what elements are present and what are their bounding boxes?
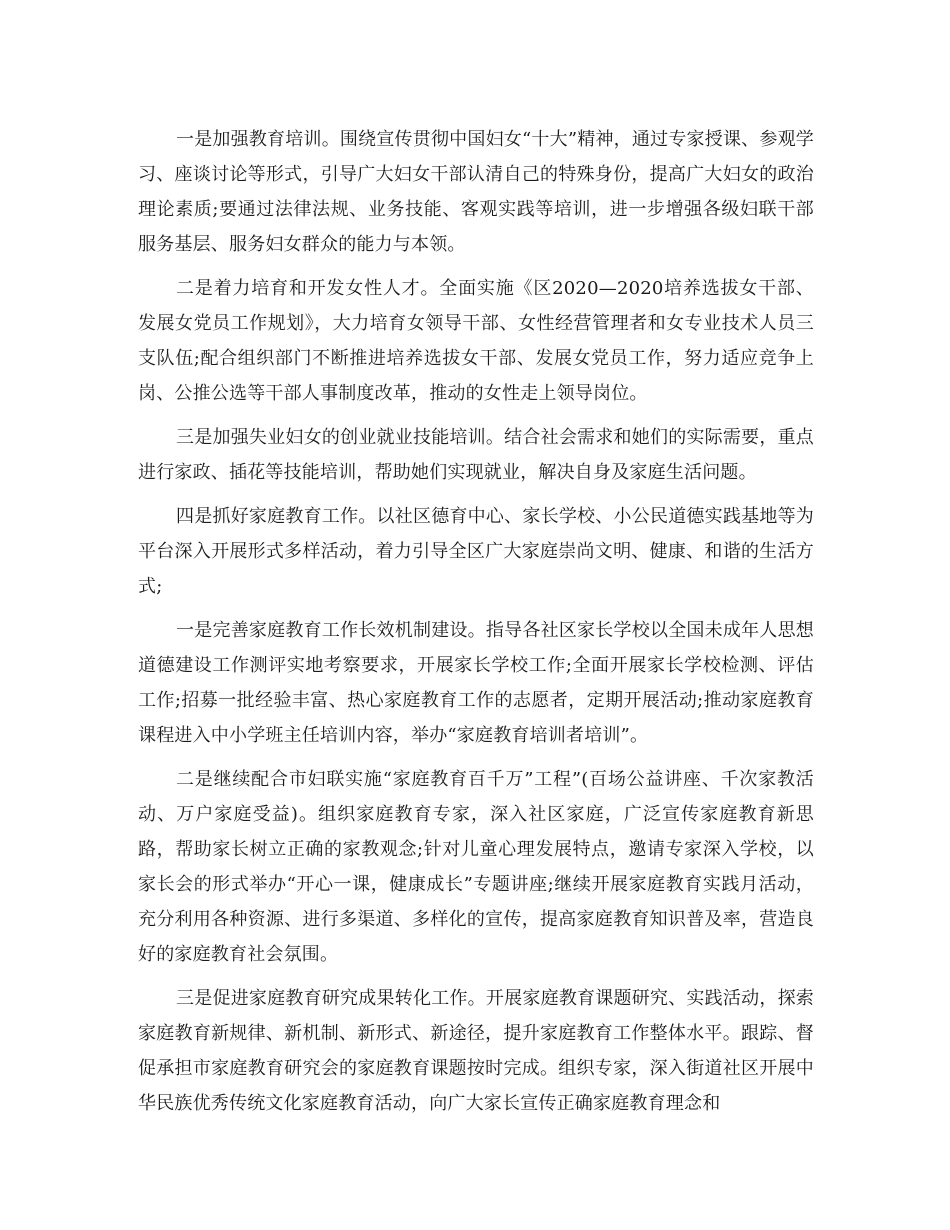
paragraph-2: 二是着力培育和开发女性人才。全面实施《区2020—2020培养选拔女干部、发展女党员工作规划》，大力培育女领导干部、女性经营管理者和女专业技术人员三支队伍;配合组织部门不断推进培养选拔女干部、发展女党员工作，努力适应竞争上岗、公推公选等干部人事制度改革，推动的女性走上领导岗位。	[138, 278, 814, 404]
paragraph-7: 三是促进家庭教育研究成果转化工作。开展家庭教育课题研究、实践活动，探索家庭教育新规律、新机制、新形式、新途径，提升家庭教育工作整体水平。跟踪、督促承担市家庭教育研究会的家庭教育课题按时完成。组织专家，深入街道社区开展中华民族优秀传统文化家庭教育活动，向广大家长宣传正确家庭教育理念和	[138, 988, 814, 1114]
paragraph-4: 四是抓好家庭教育工作。以社区德育中心、家长学校、小公民道德实践基地等为平台深入开展形式多样活动，着力引导全区广大家庭崇尚文明、健康、和谐的生活方式;	[138, 506, 814, 597]
paragraph-5: 一是完善家庭教育工作长效机制建设。指导各社区家长学校以全国未成年人思想道德建设工作测评实地考察要求，开展家长学校工作;全面开展家长学校检测、评估工作;招募一批经验丰富、热心家庭教育工作的志愿者，定期开展活动;推动家庭教育课程进入中小学班主任培训内容，举办“家庭教育培训者培训”。	[138, 620, 814, 746]
paragraph-1: 一是加强教育培训。围绕宣传贯彻中国妇女“十大”精神，通过专家授课、参观学习、座谈讨论等形式，引导广大妇女干部认清自己的特殊身份，提高广大妇女的政治理论素质;要通过法律法规、业务技能、客观实践等培训，进一步增强各级妇联干部服务基层、服务妇女群众的能力与本领。	[138, 129, 814, 255]
paragraph-3: 三是加强失业妇女的创业就业技能培训。结合社会需求和她们的实际需要，重点进行家政、插花等技能培训，帮助她们实现就业，解决自身及家庭生活问题。	[138, 427, 814, 483]
document-body	[138, 122, 814, 1130]
paragraph-6: 二是继续配合市妇联实施“家庭教育百千万”工程”(百场公益讲座、千次家教活动、万户家庭受益)。组织家庭教育专家，深入社区家庭，广泛宣传家庭教育新思路，帮助家长树立正确的家教观念;针对儿童心理发展特点，邀请专家深入学校，以家长会的形式举办“开心一课，健康成长”专题讲座;继续开展家庭教育实践月活动，充分利用各种资源、进行多渠道、多样化的宣传，提高家庭教育知识普及率，营造良好的家庭教育社会氛围。	[138, 769, 814, 965]
